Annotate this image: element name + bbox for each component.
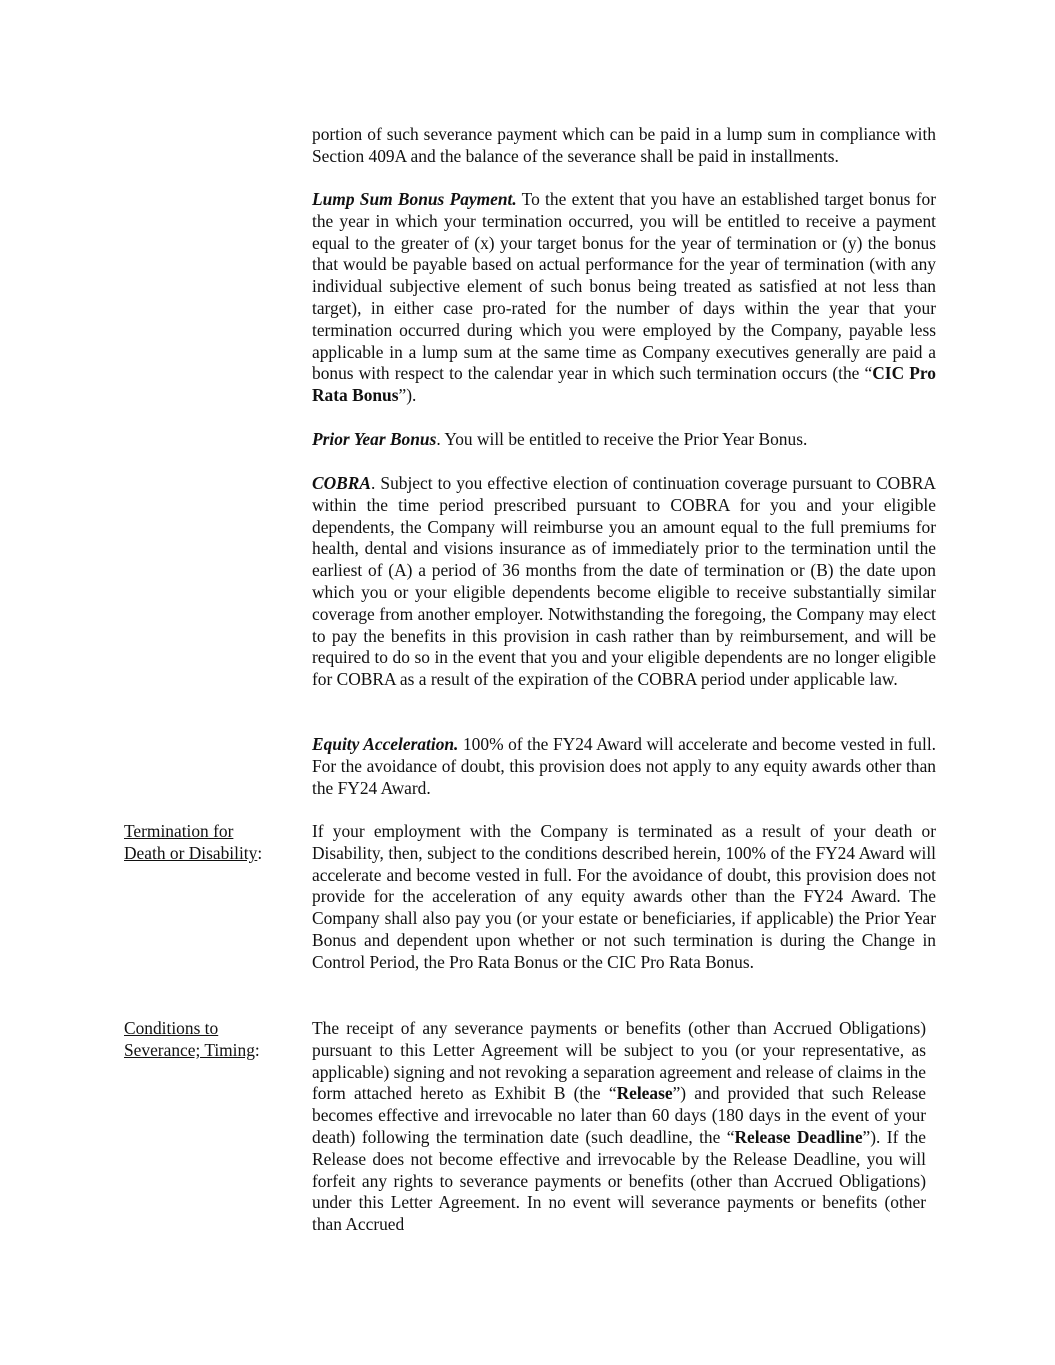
release-term: Release — [616, 1083, 673, 1104]
lump-sum-section — [312, 189, 936, 407]
death-disability-colon: : — [257, 842, 263, 863]
cobra-heading: COBRA — [312, 473, 371, 493]
conditions-label-line2: Severance; Timing — [124, 1039, 255, 1060]
cobra-section — [312, 473, 936, 691]
conditions-colon: : — [254, 1039, 260, 1060]
lump-sum-heading: Lump Sum Bonus Payment. — [312, 189, 517, 209]
intro-paragraph — [312, 124, 936, 168]
conditions-label-line1: Conditions to — [124, 1018, 219, 1038]
cic-pro-rata-bonus-term: CIC Pro Rata Bonus — [312, 363, 936, 406]
equity-paragraph — [312, 734, 936, 799]
conditions-text-2: ”) and provided that such Release becomes effective and irrevocable no later than 60 days (180 days in the event of your death) following the termination date (such deadline, the “ — [312, 1083, 926, 1147]
lump-sum-text-end: ”). — [398, 385, 417, 406]
equity-heading: Equity Acceleration. — [312, 734, 459, 754]
lump-sum-paragraph — [312, 189, 936, 407]
prior-year-paragraph — [312, 429, 936, 451]
conditions-paragraph — [312, 1018, 926, 1236]
intro-text: portion of such severance payment which can be paid in a lump sum in compliance with Section 409A and the balance of the severance shall be paid in installments. — [312, 124, 936, 166]
lump-sum-text: To the extent that you have an established target bonus for the year in which your termination occurred, you will be entitled to receive a payment equal to the greater of (x) your target bonus for the year of termination or (y) the bonus that would be payable based on actual performance for the year of termination (with any individual subjective element of such bonus being treated as satisfied at not less than target), in either case pro-rated for the number of days within the year that your termination occurred during which you were employed by the Company, payable less applicable in a lump sum at the same time as Company executives generally are paid a bonus with respect to the calendar year in which such termination occurs (the “ — [312, 189, 936, 384]
cobra-paragraph — [312, 473, 936, 691]
prior-year-section — [312, 429, 936, 451]
conditions-section — [312, 1018, 926, 1236]
conditions-text-1: The receipt of any severance payments or benefits (other than Accrued Obligations) pursuant to this Letter Agreement will be subject to you (or your representative, as applicable) signing and not revoking a separation agreement and release of claims in the form attached hereto as Exhibit B (the “ — [312, 1018, 926, 1104]
death-disability-label-line2: Death or Disability — [124, 842, 258, 863]
equity-text: 100% of the FY24 Award will accelerate and become vested in full. For the avoidance of doubt, this provision does not apply to any equity awards other than the FY24 Award. — [312, 734, 937, 798]
death-disability-text: If your employment with the Company is terminated as a result of your death or Disability, then, subject to the conditions described herein, 100% of the FY24 Award will accelerate and become vested in full. For the avoidance of doubt, this provision does not provide for the acceleration of any equity awards other than the FY24 Award. The Company shall also pay you (or your estate or beneficiaries, if applicable) the Prior Year Bonus and dependent upon whether or not such termination is during the Change in Control Period, the Pro Rata Bonus or the CIC Pro Rata Bonus. — [312, 821, 936, 972]
death-disability-label-line1: Termination for — [124, 821, 234, 841]
release-deadline-term: Release Deadline — [734, 1126, 863, 1147]
prior-year-heading: Prior Year Bonus — [312, 429, 437, 449]
death-disability-label — [124, 821, 304, 865]
equity-section — [312, 734, 936, 799]
death-disability-section — [312, 821, 936, 974]
conditions-text-3: ”). If the Release does not become effective and irrevocable by the Release Deadline, you will forfeit any rights to severance payments or benefits (other than Accrued Obligations) under this Letter Agreement. In no event will severance payments or benefits (other than Accrued — [312, 1126, 927, 1235]
prior-year-text: . You will be entitled to receive the Prior Year Bonus. — [436, 429, 808, 449]
cobra-text: . Subject to you effective election of continuation coverage pursuant to COBRA within the time period prescribed pursuant to COBRA for you and your eligible dependents, the Company will reimburse you an amount equal to the full premiums for health, dental and visions insurance as of immediately prior to the termination until the earliest of (A) a period of 36 months from the date of termination or (B) the date upon which you or your eligible dependents become eligible to receive substantially similar coverage from another employer. Notwithstanding the foregoing, the Company may elect to pay the benefits in this provision in cash rather than by reimbursement, and will be required to do so in the event that you and your eligible dependents are no longer eligible for COBRA as a result of the expiration of the COBRA period under applicable law. — [312, 473, 936, 690]
conditions-label — [124, 1018, 304, 1062]
